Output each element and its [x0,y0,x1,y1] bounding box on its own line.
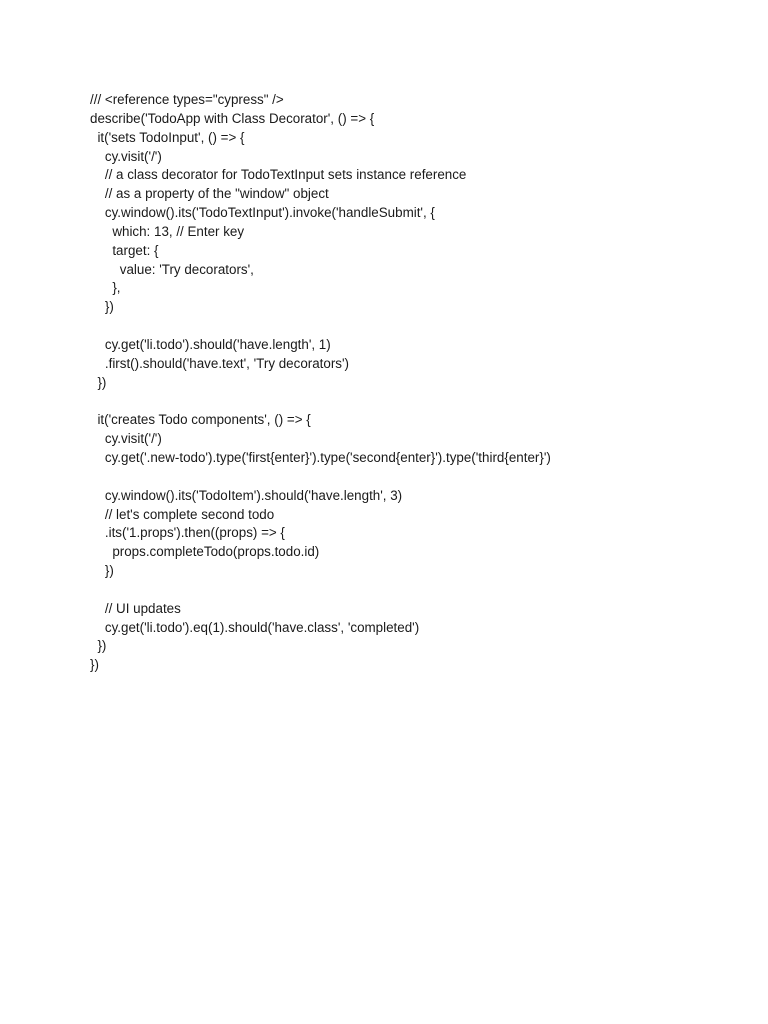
code-line: cy.get('li.todo').should('have.length', 1) [90,336,331,352]
code-line: // UI updates [90,600,181,616]
blank-line [90,393,750,412]
code-line: }) [90,657,99,673]
code-line: cy.get('li.todo').eq(1).should('have.class', 'completed') [90,619,420,635]
code-line: cy.window().its('TodoTextInput').invoke('handleSubmit', { [90,205,435,221]
code-line: }) [90,563,114,579]
code-line: it('sets TodoInput', () => { [90,129,245,145]
code-line: .its('1.props').then((props) => { [90,525,285,541]
code-line: /// <reference types="cypress" /> [90,92,284,107]
code-line: cy.window().its('TodoItem').should('have.length', 3) [90,487,403,503]
code-line: }) [90,299,114,315]
code-line: props.completeTodo(props.todo.id) [90,544,320,560]
code-line: cy.visit('/') [90,148,162,164]
blank-line [90,317,750,336]
code-line: // as a property of the "window" object [90,186,329,202]
code-line: }) [90,638,107,654]
code-block [90,91,750,675]
code-line: target: { [90,242,159,258]
blank-line [90,468,750,487]
blank-line [90,581,750,600]
code-line: }) [90,374,107,390]
code-line: cy.get('.new-todo').type('first{enter}').type('second{enter}').type('third{enter}') [90,450,551,466]
code-line: // a class decorator for TodoTextInput sets instance reference [90,167,467,183]
code-line: it('creates Todo components', () => { [90,412,311,428]
code-line: // let's complete second todo [90,506,275,522]
code-line: which: 13, // Enter key [90,223,245,239]
code-line: }, [90,280,121,296]
code-line: describe('TodoApp with Class Decorator', () => { [90,110,375,126]
code-line: value: 'Try decorators', [90,261,254,277]
code-line: cy.visit('/') [90,431,162,447]
code-line: .first().should('have.text', 'Try decorators') [90,355,350,371]
